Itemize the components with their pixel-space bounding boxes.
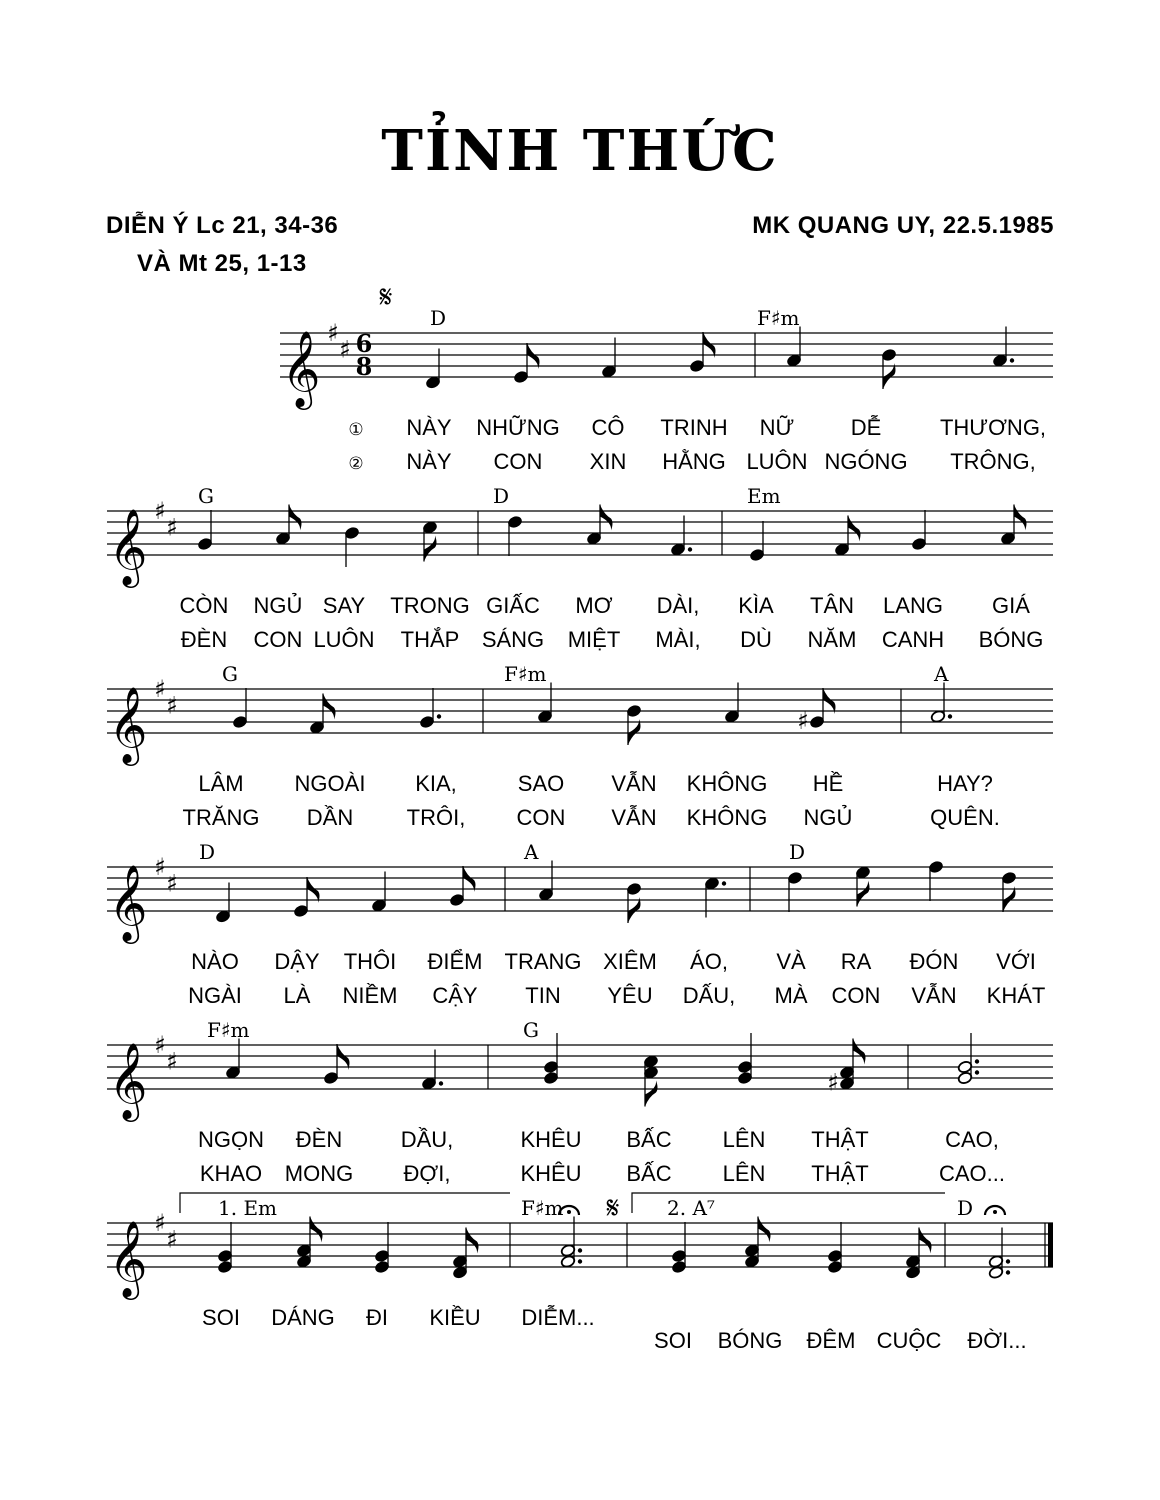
- note: [749, 521, 765, 562]
- lyric-verse-2: CON: [516, 805, 566, 830]
- lyric-verse-1: LANG: [883, 593, 943, 618]
- lyric-verse-2: SOI: [654, 1328, 692, 1353]
- flag: [703, 332, 716, 358]
- lyric-verse-1: DIỄM...: [521, 1305, 595, 1330]
- flag: [310, 1217, 323, 1243]
- segno-icon: 𝄋: [606, 1191, 620, 1226]
- note: [374, 1222, 390, 1274]
- scripture-source-line-2: VÀ Mt 25, 1-13: [137, 250, 307, 277]
- lyric-verse-1: NGOÀI: [294, 771, 366, 796]
- lyric-verse-2: NIỀM: [342, 983, 398, 1008]
- augmentation-dot: [722, 881, 726, 885]
- lyric-verse-1: KHÔNG: [686, 771, 768, 796]
- chord-symbol: D: [493, 484, 510, 508]
- flag: [527, 343, 540, 369]
- lyric-verse-1: CÔ: [591, 415, 625, 440]
- lyric-verse-2: CẬY: [432, 983, 478, 1008]
- flag: [323, 694, 336, 720]
- treble-clef-icon: 𝄞: [108, 1220, 148, 1297]
- chord-symbol: D: [430, 306, 447, 330]
- note: [626, 882, 642, 923]
- lyric-verse-1: ĐÈN: [295, 1127, 343, 1152]
- chord-symbol: 1. Em: [218, 1196, 278, 1220]
- note: [839, 1039, 865, 1091]
- lyric-verse-2: MÀI,: [655, 627, 701, 652]
- time-signature-bottom: 8: [355, 352, 373, 381]
- augmentation-dot: [688, 547, 692, 551]
- augmentation-dot: [1006, 1270, 1010, 1274]
- lyric-verse-2: KHÔNG: [686, 805, 768, 830]
- note: [911, 510, 927, 551]
- lyric-verse-2: DẤU,: [682, 983, 736, 1008]
- fermata-dot: [993, 1210, 997, 1214]
- note: [449, 866, 475, 907]
- flag: [289, 505, 302, 531]
- chord-symbol: F♯m: [521, 1196, 564, 1220]
- verse-number-1: ①: [348, 420, 364, 440]
- key-signature-sharp-c: ♯: [166, 513, 178, 542]
- lyric-verse-2: BÓNG: [978, 627, 1044, 652]
- lyric-verse-1: BẤC: [626, 1127, 672, 1152]
- treble-clef-icon: 𝄞: [108, 508, 148, 585]
- note: [232, 688, 248, 729]
- lyric-verse-2: QUÊN.: [930, 805, 1000, 830]
- augmentation-dot: [578, 1248, 582, 1252]
- note: [881, 348, 897, 389]
- lyric-verse-2: ĐÈN: [180, 627, 228, 652]
- augmentation-dot: [1006, 1259, 1010, 1263]
- chord-symbol: F♯m: [757, 306, 800, 330]
- note: [513, 343, 539, 384]
- lyric-verse-1: SAO: [517, 771, 565, 796]
- lyric-verse-1: NÀY: [406, 415, 452, 440]
- treble-clef-icon: 𝄞: [108, 1042, 148, 1119]
- lyric-verse-2: THẮP: [400, 627, 460, 652]
- lyric-verse-2: BÓNG: [717, 1328, 783, 1353]
- lyric-verse-1: ĐÓN: [909, 949, 959, 974]
- lyric-verse-1: TRANG: [504, 949, 582, 974]
- note: [344, 526, 360, 567]
- lyric-verse-2: KHÊU: [520, 1161, 582, 1186]
- lyric-verse-2: MÀ: [774, 983, 808, 1008]
- augmentation-dot: [1010, 358, 1014, 362]
- lyric-verse-2: TRÔNG,: [950, 449, 1036, 474]
- lyric-verse-2: LUÔN: [313, 627, 375, 652]
- lyric-verse-2: CON: [253, 627, 303, 652]
- lyric-verse-2: CAO...: [938, 1161, 1006, 1186]
- lyric-verse-1: GIẤC: [486, 593, 540, 618]
- lyric-verse-1: DẦU,: [400, 1127, 454, 1152]
- lyric-verse-1: RA: [840, 949, 872, 974]
- lyric-verse-1: NỮ: [759, 415, 795, 440]
- lyric-verse-2: VẪN: [911, 983, 957, 1008]
- note: [217, 1222, 233, 1274]
- lyric-verse-2: YÊU: [607, 983, 653, 1008]
- lyric-verse-1: THẬT: [811, 1127, 869, 1152]
- lyric-verse-1: VÀ: [776, 949, 806, 974]
- lyric-verse-2: DẦN: [306, 805, 354, 830]
- note: [419, 688, 441, 729]
- lyric-verse-1: XIÊM: [603, 949, 657, 974]
- key-signature-sharp-f: ♯: [154, 1209, 166, 1237]
- treble-clef-icon: 𝄞: [108, 864, 148, 941]
- lyric-verse-2: VẪN: [611, 805, 657, 830]
- key-signature-sharp-f: ♯: [154, 853, 166, 881]
- lyric-verse-2: XIN: [589, 449, 627, 474]
- final-barline-thick: [1048, 1223, 1053, 1267]
- lyric-verse-1: ĐI: [366, 1305, 388, 1330]
- augmentation-dot: [439, 1081, 443, 1085]
- lyric-verse-1: KHÊU: [520, 1127, 582, 1152]
- lyric-verse-1: GIÁ: [992, 593, 1030, 618]
- note: [626, 704, 642, 745]
- note: [827, 1222, 843, 1274]
- lyric-verse-2: NĂM: [807, 627, 857, 652]
- accidental-sharp: ♯: [797, 707, 809, 735]
- lyric-verse-1: NGỌN: [198, 1127, 264, 1152]
- note: [689, 332, 715, 373]
- key-signature-sharp-c: ♯: [166, 1047, 178, 1076]
- lyric-verse-1: THÔI: [343, 949, 397, 974]
- lyric-verse-2: TIN: [525, 983, 561, 1008]
- note: [787, 871, 803, 912]
- note: [928, 860, 944, 901]
- note: [744, 1217, 770, 1269]
- song-title: TỈNH THỨC: [381, 118, 779, 184]
- lyric-verse-1: CÒN: [179, 593, 229, 618]
- flag: [758, 1217, 771, 1243]
- flag: [857, 881, 870, 907]
- lyric-verse-2: CON: [831, 983, 881, 1008]
- flag: [853, 1039, 866, 1065]
- lyric-verse-2: KHÁT: [986, 983, 1046, 1008]
- note: [671, 1222, 687, 1274]
- lyric-verse-2: CON: [493, 449, 543, 474]
- note: [957, 1033, 979, 1085]
- flag: [463, 866, 476, 892]
- key-signature-sharp-f: ♯: [154, 1031, 166, 1059]
- lyric-verse-1: KIA,: [415, 771, 457, 796]
- chord-symbol: G: [198, 484, 214, 508]
- lyric-verse-1: LÊN: [722, 1127, 766, 1152]
- lyric-verse-1: THƯƠNG,: [939, 415, 1047, 440]
- flag: [307, 877, 320, 903]
- lyric-verse-1: DÁNG: [271, 1305, 335, 1330]
- key-signature-sharp-c: ♯: [166, 691, 178, 720]
- flag: [600, 505, 613, 531]
- segno-icon: 𝄋: [379, 280, 393, 315]
- lyric-verse-2: MONG: [284, 1161, 354, 1186]
- lyric-verse-1: NHỮNG: [476, 415, 560, 440]
- lyric-verse-1: CAO,: [945, 1127, 999, 1152]
- augmentation-dot: [948, 714, 952, 718]
- flag: [424, 536, 437, 562]
- treble-clef-icon: 𝄞: [281, 330, 321, 407]
- lyric-verse-1: VỚI: [996, 949, 1036, 974]
- note: [323, 1044, 349, 1085]
- lyric-verse-2: LÊN: [722, 1161, 766, 1186]
- lyric-verse-1: NÀO: [191, 949, 239, 974]
- accidental-sharp: ♯: [827, 1068, 839, 1097]
- lyric-verse-1: HAY?: [937, 771, 993, 796]
- note: [737, 1033, 753, 1085]
- lyric-verse-1: KÌA: [738, 593, 774, 618]
- flag: [645, 1081, 658, 1107]
- lyric-verse-1: NGỦ: [253, 593, 303, 618]
- flag: [1003, 886, 1016, 912]
- lyric-verse-2: DÙ: [740, 627, 772, 652]
- verse-number-2: ②: [348, 454, 364, 474]
- lyric-verse-2: NGÀI: [188, 983, 242, 1008]
- note: [507, 515, 523, 556]
- lyric-verse-2: HẰNG: [662, 449, 726, 474]
- lyric-verse-1: KIỀU: [429, 1305, 481, 1330]
- lyric-verse-2: BẤC: [626, 1161, 672, 1186]
- augmentation-dot: [975, 1070, 979, 1074]
- chord-symbol: A: [524, 840, 539, 864]
- note: [560, 1217, 582, 1269]
- lyric-verse-1: DỄ: [850, 415, 882, 440]
- lyric-verse-2: ĐÊM: [806, 1328, 856, 1353]
- scripture-source-line-1: DIỄN Ý Lc 21, 34-36: [106, 212, 339, 239]
- lyric-verse-1: TRINH: [660, 415, 728, 440]
- key-signature-sharp-f: ♯: [154, 497, 166, 525]
- lyric-verse-1: TRONG: [390, 593, 470, 618]
- flag: [823, 688, 836, 714]
- lyric-verse-2: NÀY: [406, 449, 452, 474]
- flag: [337, 1044, 350, 1070]
- lyric-verse-1: DẬY: [274, 949, 320, 974]
- lyric-verse-2: THẬT: [811, 1161, 869, 1186]
- time-signature-top: 6: [355, 329, 373, 358]
- lyric-verse-1: VẪN: [611, 771, 657, 796]
- note: [293, 877, 319, 918]
- lyric-verse-1: TÂN: [810, 593, 854, 618]
- key-signature-sharp-f: ♯: [327, 319, 339, 347]
- lyric-verse-1: HỀ: [812, 771, 844, 796]
- flag: [848, 516, 861, 542]
- chord-symbol: D: [957, 1196, 974, 1220]
- chord-symbol: F♯m: [504, 662, 547, 686]
- note: [905, 1228, 931, 1280]
- fermata-dot: [567, 1210, 571, 1214]
- chord-symbol: F♯m: [207, 1018, 250, 1042]
- lyric-verse-2: SÁNG: [481, 627, 545, 652]
- chord-symbol: D: [199, 840, 216, 864]
- flag: [628, 897, 641, 923]
- lyric-verse-1: SOI: [202, 1305, 240, 1330]
- lyric-verse-1: ĐIỂM: [427, 949, 483, 974]
- lyric-verse-2: NGÓNG: [824, 449, 908, 474]
- chord-symbol: 2. A⁷: [667, 1196, 715, 1220]
- note: [543, 1033, 559, 1085]
- key-signature-sharp-c: ♯: [339, 335, 351, 364]
- lyric-verse-2: CUỘC: [876, 1328, 942, 1353]
- lyric-verse-2: LÀ: [283, 983, 311, 1008]
- lyric-verse-1: LÂM: [198, 771, 244, 796]
- key-signature-sharp-c: ♯: [166, 1225, 178, 1254]
- note: [197, 510, 213, 551]
- note: [988, 1228, 1010, 1280]
- chord-symbol: D: [789, 840, 806, 864]
- treble-clef-icon: 𝄞: [108, 686, 148, 763]
- lyric-verse-2: CANH: [881, 627, 945, 652]
- lyric-verse-2: TRÔI,: [406, 805, 466, 830]
- flag: [919, 1228, 932, 1254]
- lyric-verse-1: SAY: [322, 593, 366, 618]
- lyric-verse-2: KHAO: [199, 1161, 263, 1186]
- augmentation-dot: [578, 1259, 582, 1263]
- lyric-verse-1: MƠ: [575, 593, 613, 618]
- lyric-verse-2: NGỦ: [803, 805, 853, 830]
- note: [452, 1228, 478, 1280]
- lyric-verse-2: MIỆT: [567, 627, 621, 652]
- augmentation-dot: [437, 714, 441, 718]
- note: [809, 688, 835, 729]
- flag: [883, 363, 896, 389]
- chord-symbol: G: [523, 1018, 539, 1042]
- chord-symbol: G: [222, 662, 238, 686]
- lyric-verse-2: LUÔN: [746, 449, 808, 474]
- note: [643, 1055, 659, 1107]
- lyric-verse-1: ÁO,: [690, 949, 728, 974]
- flag: [1014, 505, 1027, 531]
- lyric-verse-1: DÀI,: [656, 593, 700, 618]
- composer-credit: MK QUANG UY, 22.5.1985: [752, 212, 1054, 239]
- chord-symbol: Em: [747, 484, 781, 508]
- flag: [628, 719, 641, 745]
- key-signature-sharp-f: ♯: [154, 675, 166, 703]
- key-signature-sharp-c: ♯: [166, 869, 178, 898]
- augmentation-dot: [975, 1059, 979, 1063]
- flag: [466, 1228, 479, 1254]
- lyric-verse-2: ĐỜI...: [967, 1328, 1027, 1353]
- chord-symbol: A: [934, 662, 949, 686]
- note: [296, 1217, 322, 1269]
- lyric-verse-2: ĐỢI,: [403, 1161, 451, 1186]
- lyric-verse-2: TRĂNG: [182, 805, 260, 830]
- note: [1001, 871, 1017, 912]
